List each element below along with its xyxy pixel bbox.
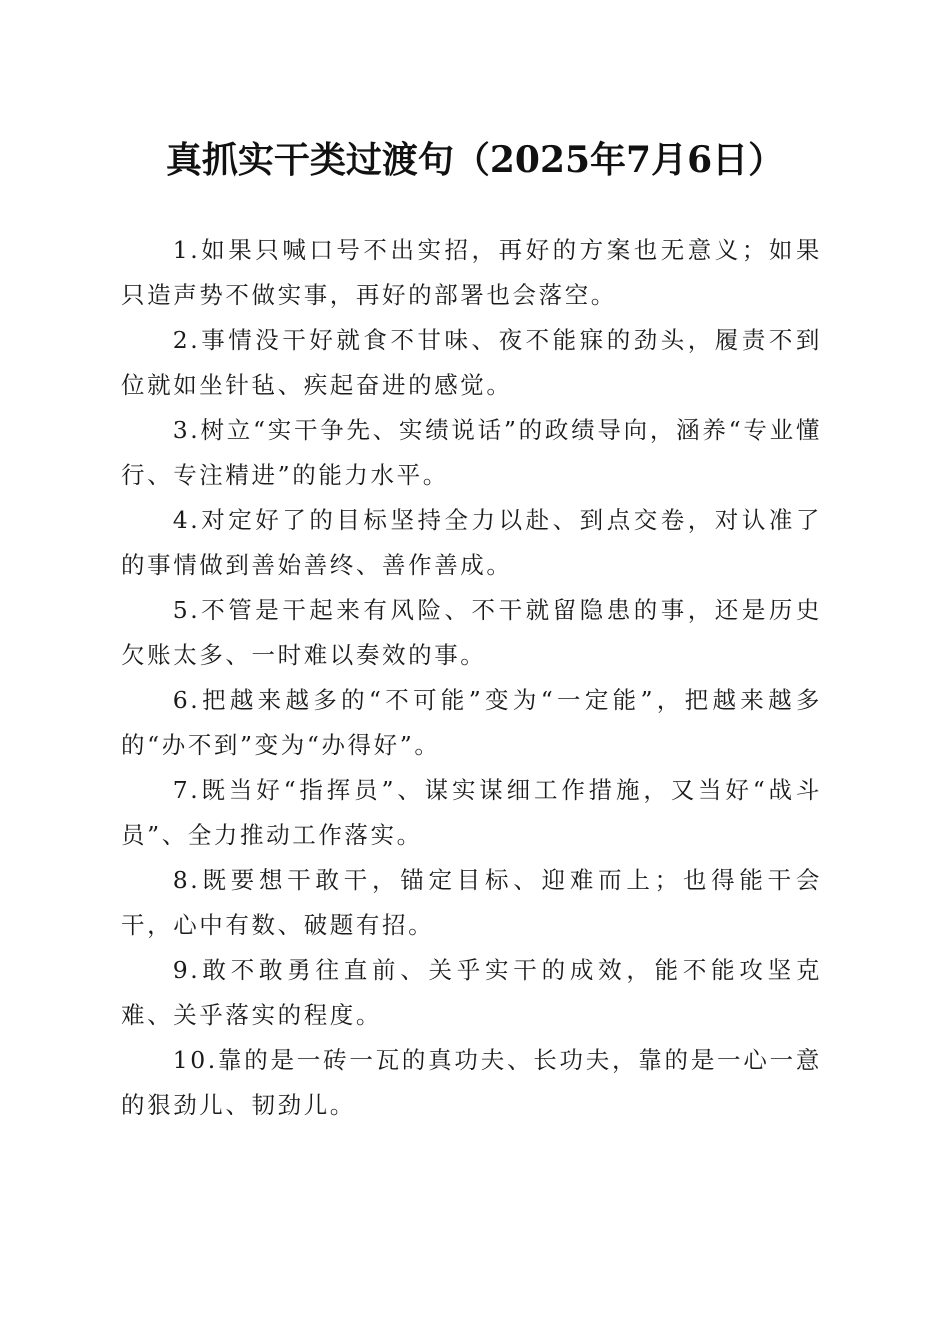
paragraph-7: 7.既当好“指挥员”、谋实谋细工作措施，又当好“战斗员”、全力推动工作落实。 [121, 776, 822, 849]
paragraph-10: 10.靠的是一砖一瓦的真功夫、长功夫，靠的是一心一意的狠劲儿、韧劲儿。 [121, 1046, 822, 1119]
document-body [121, 228, 822, 1128]
paragraph-1: 1.如果只喊口号不出实招，再好的方案也无意义；如果只造声势不做实事，再好的部署也会落空。 [121, 236, 822, 309]
paragraph-6: 6.把越来越多的“不可能”变为“一定能”，把越来越多的“办不到”变为“办得好”。 [121, 686, 822, 759]
paragraph-3: 3.树立“实干争先、实绩说话”的政绩导向，涵养“专业懂行、专注精进”的能力水平。 [121, 416, 822, 489]
paragraph-4: 4.对定好了的目标坚持全力以赴、到点交卷，对认准了的事情做到善始善终、善作善成。 [121, 506, 822, 579]
document-title: 真抓实干类过渡句（2025年7月6日） [165, 139, 785, 181]
paragraph-9: 9.敢不敢勇往直前、关乎实干的成效，能不能攻坚克难、关乎落实的程度。 [121, 956, 822, 1029]
paragraph-8: 8.既要想干敢干，锚定目标、迎难而上；也得能干会干，心中有数、破题有招。 [121, 866, 822, 939]
paragraph-5: 5.不管是干起来有风险、不干就留隐患的事，还是历史欠账太多、一时难以奏效的事。 [121, 596, 822, 669]
paragraph-2: 2.事情没干好就食不甘味、夜不能寐的劲头，履责不到位就如坐针毡、疾起奋进的感觉。 [121, 326, 822, 399]
